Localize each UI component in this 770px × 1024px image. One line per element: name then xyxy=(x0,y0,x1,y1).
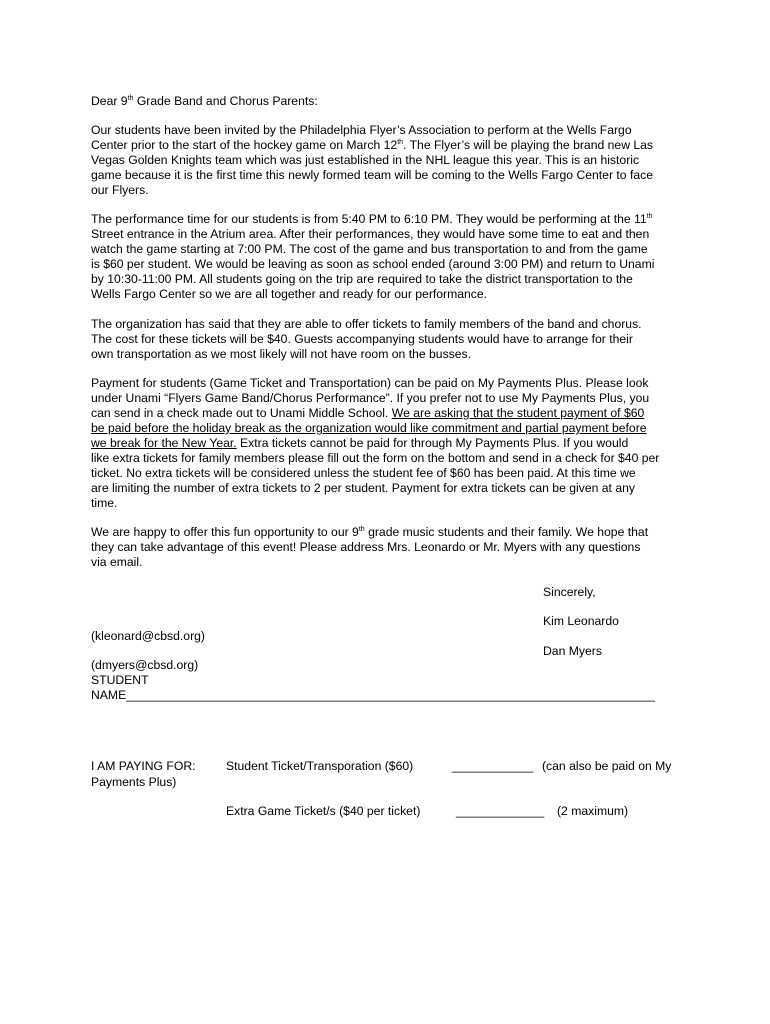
paragraph-2-line: by 10:30-11:00 PM. All students going on the trip are required to take the district transportation to the xyxy=(91,272,633,286)
student-ticket-note: (can also be paid on My xyxy=(542,759,672,774)
paragraph-1-line: Center prior to the start of the hockey game on March 12th. The Flyer’s will be playing the brand new Las xyxy=(91,138,654,152)
extra-ticket-item: Extra Game Ticket/s ($40 per ticket) xyxy=(226,804,421,819)
paragraph-2-line: is $60 per student. We would be leaving as soon as school ended (around 3:00 PM) and return to Unami xyxy=(91,257,655,271)
paragraph-4-line xyxy=(91,421,647,436)
paragraph-4-line: like extra tickets for family members please fill out the form on the bottom and send in a check for $40 per xyxy=(91,451,660,465)
student-ticket-item: Student Ticket/Transporation ($60) xyxy=(226,759,414,774)
extra-ticket-note: (2 maximum) xyxy=(557,804,629,819)
underlined-request: be paid before the holiday break as the organization would like commitment and partial payment before xyxy=(91,421,647,435)
signer-name-leonardo: Kim Leonardo xyxy=(543,614,619,628)
student-name-line: NAME______________________________________________________________________________ xyxy=(91,688,655,702)
paragraph-1-line: our Flyers. xyxy=(91,183,149,197)
paragraph-4-line: ticket. No extra tickets will be considered unless the student fee of $60 has been paid. At this time we xyxy=(91,466,636,480)
paragraph-5-line: via email. xyxy=(91,555,143,569)
paragraph-3-line: The organization has said that they are able to offer tickets to family members of the band and chorus. xyxy=(91,317,642,331)
underlined-request: we break for the New Year. xyxy=(91,436,237,450)
student-ticket-blank: ____________ xyxy=(452,759,534,774)
extra-ticket-blank: _____________ xyxy=(456,804,545,819)
paragraph-4-line: can send in a check made out to Unami Middle School. We are asking that the student payment of $60 xyxy=(91,406,645,420)
paragraph-2-line: Street entrance in the Atrium area. After their performances, they would have some time to eat and then xyxy=(91,227,650,241)
paragraph-5-line: We are happy to offer this fun opportunity to our 9th grade music students and their family. We hope that xyxy=(91,525,649,539)
email-myers: (dmyers@cbsd.org) xyxy=(91,658,199,672)
paragraph-2-line: The performance time for our students is from 5:40 PM to 6:10 PM. They would be performing at the 11th xyxy=(91,212,653,226)
closing-sincerely: Sincerely, xyxy=(543,585,596,599)
paying-for-label: I AM PAYING FOR: xyxy=(91,759,196,774)
paragraph-4-line: time. xyxy=(91,496,118,510)
paragraph-4-line: Payment for students (Game Ticket and Transportation) can be paid on My Payments Plus. Please look xyxy=(91,376,649,390)
student-ticket-note-cont: Payments Plus) xyxy=(91,775,177,790)
paragraph-4-line: under Unami “Flyers Game Band/Chorus Performance”. If you prefer not to use My Payments Plus, you xyxy=(91,391,650,405)
paragraph-5-line: they can take advantage of this event! Please address Mrs. Leonardo or Mr. Myers with any questions xyxy=(91,540,641,554)
paragraph-4-line: are limiting the number of extra tickets to 2 per student. Payment for extra tickets can be given at any xyxy=(91,481,635,495)
paragraph-4-line: we break for the New Year. Extra tickets cannot be paid for through My Payments Plus. If you would xyxy=(91,436,629,450)
paragraph-2-line: Wells Fargo Center so we are all together and ready for our performance. xyxy=(91,287,488,301)
paragraph-2-line: watch the game starting at 7:00 PM. The cost of the game and bus transportation to and from the game xyxy=(91,242,648,256)
email-leonardo: (kleonard@cbsd.org) xyxy=(91,629,205,643)
student-label: STUDENT xyxy=(91,673,149,687)
greeting: Dear 9th Grade Band and Chorus Parents: xyxy=(91,94,318,108)
signer-name-myers: Dan Myers xyxy=(543,644,602,658)
paragraph-3-line: The cost for these tickets will be $40. Guests accompanying students would have to arrange for their xyxy=(91,332,633,346)
paragraph-1-line: Our students have been invited by the Philadelphia Flyer’s Association to perform at the Wells Fargo xyxy=(91,123,632,137)
paragraph-1-line: game because it is the first time this newly formed team will be coming to the Wells Fargo Center to face xyxy=(91,168,653,182)
underlined-request: We are asking that the student payment of $60 xyxy=(391,406,645,420)
paragraph-1-line: Vegas Golden Knights team which was just established in the NHL league this year. This is an historic xyxy=(91,153,640,167)
paragraph-3-line: own transportation as we most likely will not have room on the busses. xyxy=(91,347,472,361)
